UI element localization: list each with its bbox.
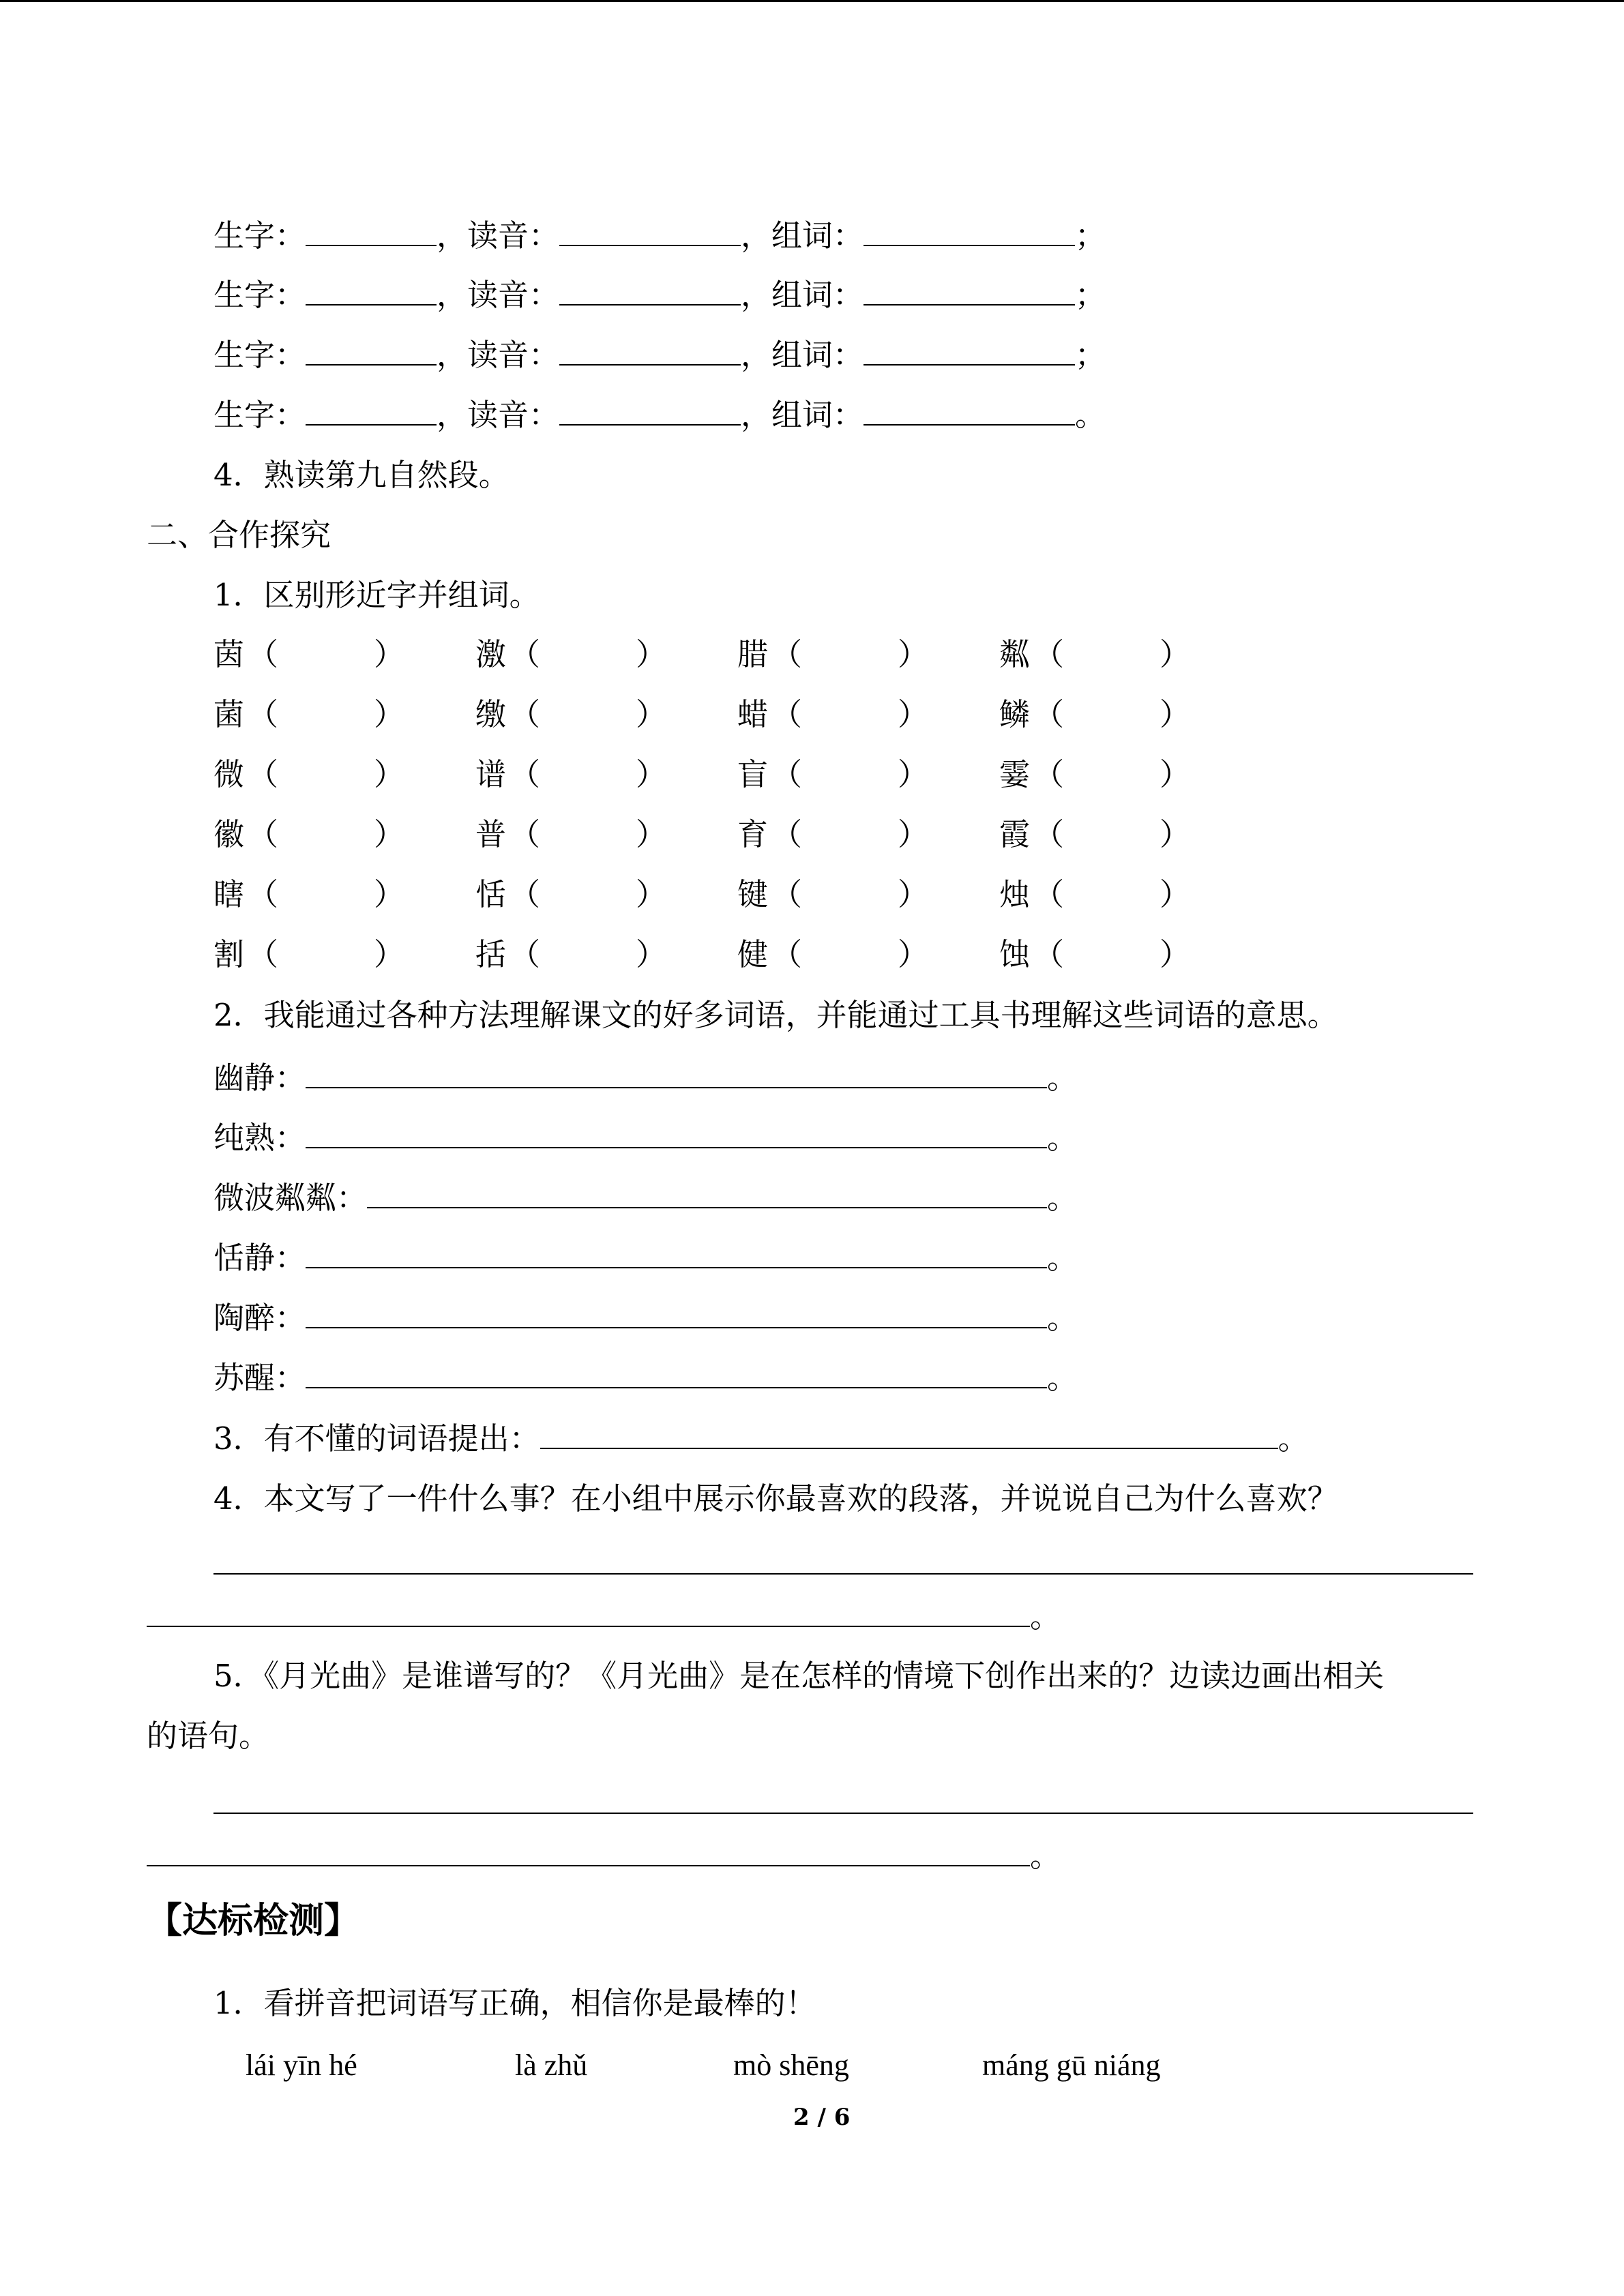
paren-open: （ bbox=[1033, 816, 1065, 852]
label-char: 生字： bbox=[213, 397, 306, 433]
label-char: 生字： bbox=[213, 218, 306, 254]
question-5-line1: 5．《月光曲》是谁谱写的？《月光曲》是在怎样的情境下创作出来的？边读边画出相关 bbox=[213, 1658, 1385, 1694]
vocab-row bbox=[213, 1239, 1078, 1277]
paren-open: （ bbox=[771, 636, 803, 672]
grid-char: 割 bbox=[213, 936, 245, 972]
paren-close: ） bbox=[1160, 816, 1191, 852]
question-4: 4．本文写了一件什么事？在小组中展示你最喜欢的段落，并说说自己为什么喜欢？ bbox=[213, 1480, 1338, 1517]
period: 。 bbox=[1030, 1838, 1061, 1874]
answer-slot[interactable] bbox=[282, 756, 384, 794]
label-char: 生字： bbox=[213, 337, 306, 373]
label-sound: ，读音： bbox=[437, 218, 560, 254]
fill-row bbox=[213, 217, 1106, 255]
answer-slot[interactable] bbox=[544, 756, 646, 794]
grid-char: 霎 bbox=[999, 756, 1031, 792]
period: 。 bbox=[1047, 1120, 1078, 1156]
paren-close: ） bbox=[636, 636, 667, 672]
label-sound: ，读音： bbox=[437, 397, 560, 433]
answer-slot[interactable] bbox=[282, 696, 384, 734]
grid-char: 霞 bbox=[999, 816, 1031, 852]
paren-close: ） bbox=[374, 696, 405, 732]
vocab-word: 恬静： bbox=[213, 1240, 306, 1276]
question-1-title: 1．区别形近字并组词。 bbox=[213, 577, 540, 613]
question-3 bbox=[213, 1420, 1309, 1458]
answer-slot[interactable] bbox=[282, 636, 384, 674]
blank-word[interactable] bbox=[863, 397, 1075, 426]
label-word: ，组词： bbox=[741, 397, 864, 433]
blank-char[interactable] bbox=[306, 277, 437, 305]
grid-char: 盲 bbox=[737, 756, 769, 792]
paren-open: （ bbox=[510, 636, 541, 672]
row-end: ； bbox=[1075, 277, 1106, 313]
answer-line-end bbox=[147, 1837, 1061, 1875]
row-end: ； bbox=[1075, 218, 1106, 254]
paren-close: ） bbox=[636, 876, 667, 912]
vocab-word: 陶醉： bbox=[213, 1300, 306, 1336]
paren-open: （ bbox=[248, 756, 279, 792]
vocab-row bbox=[213, 1059, 1078, 1097]
paren-close: ） bbox=[374, 816, 405, 852]
blank-sound[interactable] bbox=[559, 397, 741, 426]
pinyin-group: lái yīn hé bbox=[246, 2048, 357, 2082]
period: 。 bbox=[1278, 1420, 1309, 1457]
grid-char: 蜡 bbox=[737, 696, 769, 732]
paren-open: （ bbox=[248, 876, 279, 912]
answer-slot[interactable] bbox=[1067, 816, 1170, 854]
paren-open: （ bbox=[1033, 636, 1065, 672]
answer-line[interactable] bbox=[213, 1573, 1473, 1575]
paren-open: （ bbox=[248, 936, 279, 972]
paren-close: ） bbox=[1160, 696, 1191, 732]
vocab-word: 幽静： bbox=[213, 1060, 306, 1096]
answer-slot[interactable] bbox=[544, 636, 646, 674]
grid-char: 健 bbox=[737, 936, 769, 972]
question-2-title: 2．我能通过各种方法理解课文的好多词语，并能通过工具书理解这些词语的意思。 bbox=[213, 997, 1338, 1033]
answer-slot[interactable] bbox=[544, 936, 646, 974]
label-word: ，组词： bbox=[741, 277, 864, 313]
paren-close: ） bbox=[636, 696, 667, 732]
paren-open: （ bbox=[771, 756, 803, 792]
blank-sound[interactable] bbox=[559, 218, 741, 246]
label-word: ，组词： bbox=[741, 218, 864, 254]
paren-close: ） bbox=[636, 756, 667, 792]
paren-open: （ bbox=[248, 636, 279, 672]
page-top-border bbox=[0, 0, 1624, 2]
fill-row bbox=[213, 276, 1106, 314]
paren-open: （ bbox=[1033, 936, 1065, 972]
paren-open: （ bbox=[771, 696, 803, 732]
vocab-row bbox=[213, 1359, 1078, 1397]
grid-char: 育 bbox=[737, 816, 769, 852]
paren-close: ） bbox=[374, 936, 405, 972]
answer-blank[interactable] bbox=[306, 1120, 1047, 1148]
grid-char: 恬 bbox=[475, 876, 507, 912]
grid-char: 粼 bbox=[999, 636, 1031, 672]
vocab-word: 苏醒： bbox=[213, 1360, 306, 1396]
blank-char[interactable] bbox=[306, 218, 437, 246]
pinyin-group: mò shēng bbox=[733, 2048, 849, 2082]
paren-close: ） bbox=[898, 696, 929, 732]
paren-close: ） bbox=[898, 636, 929, 672]
blank-char[interactable] bbox=[306, 337, 437, 366]
blank-word[interactable] bbox=[863, 337, 1075, 366]
answer-slot[interactable] bbox=[1067, 696, 1170, 734]
paren-close: ） bbox=[374, 636, 405, 672]
paren-open: （ bbox=[1033, 756, 1065, 792]
grid-char: 菌 bbox=[213, 696, 245, 732]
grid-char: 茵 bbox=[213, 636, 245, 672]
section-title-cooperate: 二、合作探究 bbox=[147, 517, 331, 553]
answer-line-end bbox=[147, 1598, 1061, 1636]
answer-slot[interactable] bbox=[806, 876, 908, 914]
pinyin-question-title: 1．看拼音把词语写正确，相信你是最棒的！ bbox=[213, 1985, 816, 2021]
period: 。 bbox=[1047, 1300, 1078, 1336]
paren-close: ） bbox=[898, 756, 929, 792]
period: 。 bbox=[1047, 1060, 1078, 1096]
item-read-paragraph: 4．熟读第九自然段。 bbox=[213, 457, 510, 493]
grid-char: 键 bbox=[737, 876, 769, 912]
blank-word[interactable] bbox=[863, 277, 1075, 305]
paren-open: （ bbox=[771, 876, 803, 912]
paren-close: ） bbox=[898, 936, 929, 972]
answer-slot[interactable] bbox=[806, 816, 908, 854]
answer-slot[interactable] bbox=[806, 636, 908, 674]
grid-char: 微 bbox=[213, 756, 245, 792]
label-char: 生字： bbox=[213, 277, 306, 313]
paren-open: （ bbox=[771, 816, 803, 852]
paren-close: ） bbox=[1160, 876, 1191, 912]
answer-blank[interactable] bbox=[306, 1360, 1047, 1388]
grid-char: 腊 bbox=[737, 636, 769, 672]
paren-close: ） bbox=[1160, 636, 1191, 672]
paren-close: ） bbox=[1160, 756, 1191, 792]
answer-slot[interactable] bbox=[282, 936, 384, 974]
answer-slot[interactable] bbox=[1067, 876, 1170, 914]
grid-char: 蚀 bbox=[999, 936, 1031, 972]
answer-slot[interactable] bbox=[1067, 636, 1170, 674]
grid-char: 普 bbox=[475, 816, 507, 852]
fill-row bbox=[213, 396, 1106, 434]
answer-slot[interactable] bbox=[544, 876, 646, 914]
grid-char: 徽 bbox=[213, 816, 245, 852]
paren-open: （ bbox=[1033, 696, 1065, 732]
answer-blank[interactable] bbox=[367, 1180, 1047, 1208]
row-end: ； bbox=[1075, 337, 1106, 373]
question-3-text: 3．有不懂的词语提出： bbox=[213, 1420, 540, 1457]
paren-open: （ bbox=[248, 816, 279, 852]
blank-char[interactable] bbox=[306, 397, 437, 426]
label-sound: ，读音： bbox=[437, 277, 560, 313]
label-word: ，组词： bbox=[741, 337, 864, 373]
vocab-row bbox=[213, 1119, 1078, 1157]
paren-open: （ bbox=[510, 756, 541, 792]
vocab-word: 纯熟： bbox=[213, 1120, 306, 1156]
period: 。 bbox=[1030, 1598, 1061, 1635]
grid-char: 激 bbox=[475, 636, 507, 672]
label-sound: ，读音： bbox=[437, 337, 560, 373]
paren-close: ） bbox=[1160, 936, 1191, 972]
answer-slot[interactable] bbox=[806, 696, 908, 734]
paren-open: （ bbox=[510, 936, 541, 972]
answer-blank[interactable] bbox=[540, 1420, 1278, 1449]
answer-blank[interactable] bbox=[147, 1838, 1030, 1866]
blank-word[interactable] bbox=[863, 218, 1075, 246]
vocab-row bbox=[213, 1179, 1078, 1217]
question-5-line2: 的语句。 bbox=[147, 1718, 270, 1754]
answer-slot[interactable] bbox=[1067, 756, 1170, 794]
answer-blank[interactable] bbox=[147, 1598, 1030, 1627]
answer-slot[interactable] bbox=[806, 936, 908, 974]
paren-open: （ bbox=[248, 696, 279, 732]
answer-line[interactable] bbox=[213, 1813, 1473, 1814]
answer-blank[interactable] bbox=[306, 1300, 1047, 1328]
grid-char: 缴 bbox=[475, 696, 507, 732]
paren-close: ） bbox=[636, 936, 667, 972]
period: 。 bbox=[1047, 1240, 1078, 1276]
answer-blank[interactable] bbox=[306, 1240, 1047, 1268]
row-end: 。 bbox=[1075, 397, 1106, 433]
answer-slot[interactable] bbox=[544, 816, 646, 854]
vocab-row bbox=[213, 1299, 1078, 1337]
answer-slot[interactable] bbox=[282, 816, 384, 854]
answer-slot[interactable] bbox=[1067, 936, 1170, 974]
paren-open: （ bbox=[771, 936, 803, 972]
grid-char: 括 bbox=[475, 936, 507, 972]
pinyin-group: máng gū niáng bbox=[982, 2048, 1161, 2082]
paren-close: ） bbox=[898, 816, 929, 852]
answer-slot[interactable] bbox=[282, 876, 384, 914]
answer-blank[interactable] bbox=[306, 1060, 1047, 1088]
grid-char: 谱 bbox=[475, 756, 507, 792]
grid-char: 鳞 bbox=[999, 696, 1031, 732]
fill-row bbox=[213, 336, 1106, 374]
grid-char: 瞎 bbox=[213, 876, 245, 912]
blank-sound[interactable] bbox=[559, 337, 741, 366]
answer-slot[interactable] bbox=[806, 756, 908, 794]
paren-close: ） bbox=[898, 876, 929, 912]
paren-close: ） bbox=[636, 816, 667, 852]
period: 。 bbox=[1047, 1360, 1078, 1396]
page-number: 2 / 6 bbox=[793, 2104, 851, 2131]
paren-open: （ bbox=[510, 816, 541, 852]
vocab-word: 微波粼粼： bbox=[213, 1180, 368, 1216]
grid-char: 烛 bbox=[999, 876, 1031, 912]
blank-sound[interactable] bbox=[559, 277, 741, 305]
paren-open: （ bbox=[510, 876, 541, 912]
paren-open: （ bbox=[510, 696, 541, 732]
paren-close: ） bbox=[374, 876, 405, 912]
section-title-assessment: 【达标检测】 bbox=[147, 1900, 360, 1941]
paren-open: （ bbox=[1033, 876, 1065, 912]
paren-close: ） bbox=[374, 756, 405, 792]
pinyin-group: là zhǔ bbox=[515, 2048, 588, 2082]
period: 。 bbox=[1047, 1180, 1078, 1216]
answer-slot[interactable] bbox=[544, 696, 646, 734]
